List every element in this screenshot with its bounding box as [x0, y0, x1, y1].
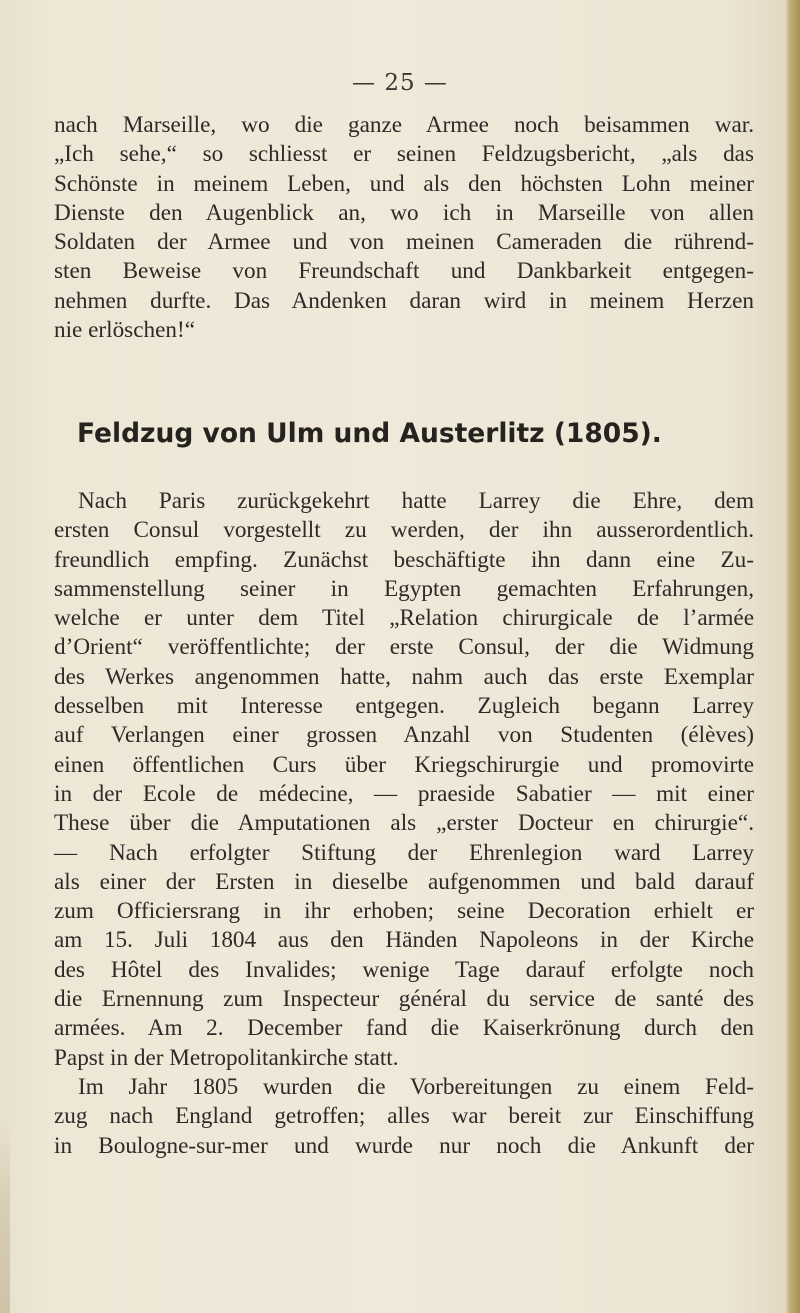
text-line: zug nach England getroffen; alles war bereit zur Einschiffung: [54, 1103, 754, 1130]
text-line: einen öffentlichen Curs über Kriegschirurgie und promovirte: [54, 751, 754, 778]
text-line: ersten Consul vorgestellt zu werden, der ihn ausserordentlich.: [54, 517, 754, 544]
text-line: These über die Amputationen als „erster Docteur en chirurgie“.: [54, 810, 754, 837]
page-number: — 25 —: [352, 70, 448, 96]
text-line: in Boulogne-sur-mer und wurde nur noch die Ankunft der: [54, 1132, 754, 1159]
text-line: Nach Paris zurückgekehrt hatte Larrey die Ehre, dem: [78, 488, 754, 514]
text-line: sammenstellung seiner in Egypten gemachten Erfahrungen,: [54, 575, 754, 602]
paragraph-1: [54, 111, 754, 345]
text-line: die Ernennung zum Inspecteur général du service de santé des: [54, 986, 754, 1013]
text-line: nie erlöschen!“: [54, 317, 195, 344]
text-line: armées. Am 2. December fand die Kaiserkrönung durch den: [54, 1015, 754, 1042]
text-line: Soldaten der Armee und von meinen Cameraden die rührend-: [54, 229, 754, 256]
text-line: am 15. Juli 1804 aus den Händen Napoleons in der Kirche: [54, 927, 754, 954]
section-heading: Feldzug von Ulm und Austerlitz (1805).: [77, 418, 662, 449]
book-cover-edge: [788, 0, 800, 1313]
text-line: Schönste in meinem Leben, und als den höchsten Lohn meiner: [54, 170, 754, 197]
text-line: sten Beweise von Freundschaft und Dankbarkeit entgegen-: [54, 258, 754, 285]
text-line: welche er unter dem Titel „Relation chirurgicale de l’armée: [54, 605, 754, 632]
text-line: „Ich sehe,“ so schliesst er seinen Feldzugsbericht, „als das: [54, 141, 754, 168]
paragraph-2: [54, 487, 754, 1161]
text-line: als einer der Ersten in dieselbe aufgenommen und bald darauf: [54, 868, 754, 895]
page-binding-shadow: [0, 1120, 10, 1313]
text-line: Papst in der Metropolitankirche statt.: [54, 1044, 399, 1071]
text-line: des Werkes angenommen hatte, nahm auch das erste Exemplar: [54, 663, 754, 690]
text-line: — Nach erfolgter Stiftung der Ehrenlegion ward Larrey: [54, 839, 754, 866]
text-line: desselben mit Interesse entgegen. Zugleich begann Larrey: [54, 693, 754, 720]
text-line: Dienste den Augenblick an, wo ich in Marseille von allen: [54, 199, 754, 226]
text-line: in der Ecole de médecine, — praeside Sabatier — mit einer: [54, 780, 754, 807]
text-line: Im Jahr 1805 wurden die Vorbereitungen zu einem Feld-: [78, 1073, 754, 1100]
text-line: freundlich empfing. Zunächst beschäftigte ihn dann eine Zu-: [54, 546, 754, 573]
text-line: zum Officiersrang in ihr erhoben; seine Decoration erhielt er: [54, 898, 754, 925]
text-line: des Hôtel des Invalides; wenige Tage darauf erfolgte noch: [54, 956, 754, 983]
text-line: d’Orient“ veröffentlichte; der erste Consul, der die Widmung: [54, 634, 754, 661]
text-line: nehmen durfte. Das Andenken daran wird in meinem Herzen: [54, 287, 754, 314]
text-line: auf Verlangen einer grossen Anzahl von Studenten (élèves): [54, 722, 754, 749]
text-line: nach Marseille, wo die ganze Armee noch beisammen war.: [54, 112, 754, 138]
